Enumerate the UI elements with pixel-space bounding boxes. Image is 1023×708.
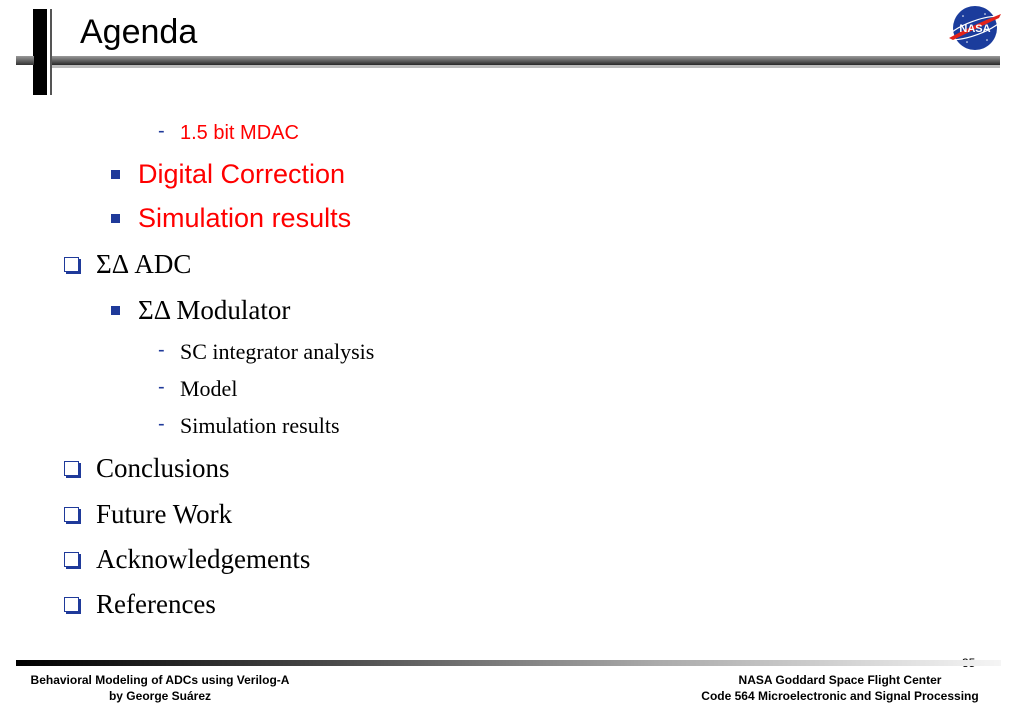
list-item: 1.5 bit MDAC: [180, 122, 299, 144]
checkbox-bullet-icon: [64, 461, 79, 476]
list-item: ΣΔ ADC: [96, 249, 192, 279]
square-bullet-icon: [111, 306, 120, 315]
square-bullet-icon: [111, 170, 120, 179]
checkbox-bullet-icon: [64, 257, 79, 272]
list-item: Future Work: [96, 499, 233, 529]
square-bullet-icon: [111, 214, 120, 223]
checkbox-bullet-icon: [64, 552, 79, 567]
nasa-logo-icon: [945, 2, 1005, 54]
header-bar: [52, 56, 1000, 65]
dash-bullet-icon: -: [158, 120, 165, 142]
list-item: Simulation results: [180, 413, 340, 438]
footer-right-line1: NASA Goddard Space Flight Center: [738, 673, 942, 687]
dash-bullet-icon: -: [158, 376, 165, 398]
header-vertical-line: [50, 9, 52, 95]
dash-bullet-icon: -: [158, 339, 165, 361]
checkbox-bullet-icon: [64, 507, 79, 522]
list-item: References: [96, 589, 216, 619]
list-item: ΣΔ Modulator: [138, 295, 291, 325]
footer-left-line1: Behavioral Modeling of ADCs using Verilog-A: [30, 673, 290, 687]
list-item: Conclusions: [96, 453, 230, 483]
header-bar-shadow: [52, 65, 1000, 68]
header-vertical-bar: [33, 9, 47, 95]
list-item: Acknowledgements: [96, 544, 311, 574]
list-item: Simulation results: [138, 203, 352, 233]
dash-bullet-icon: -: [158, 413, 165, 435]
header-bar-left: [16, 56, 34, 65]
list-item: Digital Correction: [138, 159, 346, 189]
nasa-logo-text: NASA: [959, 23, 991, 35]
list-item: Model: [180, 376, 238, 401]
list-item: SC integrator analysis: [180, 339, 375, 364]
footer-left-line2: by George Suárez: [108, 689, 212, 703]
footer-right-line2: Code 564 Microelectronic and Signal Processing: [701, 689, 979, 703]
slide-title: Agenda: [80, 13, 198, 51]
checkbox-bullet-icon: [64, 597, 79, 612]
footer-bar: [16, 660, 1001, 666]
